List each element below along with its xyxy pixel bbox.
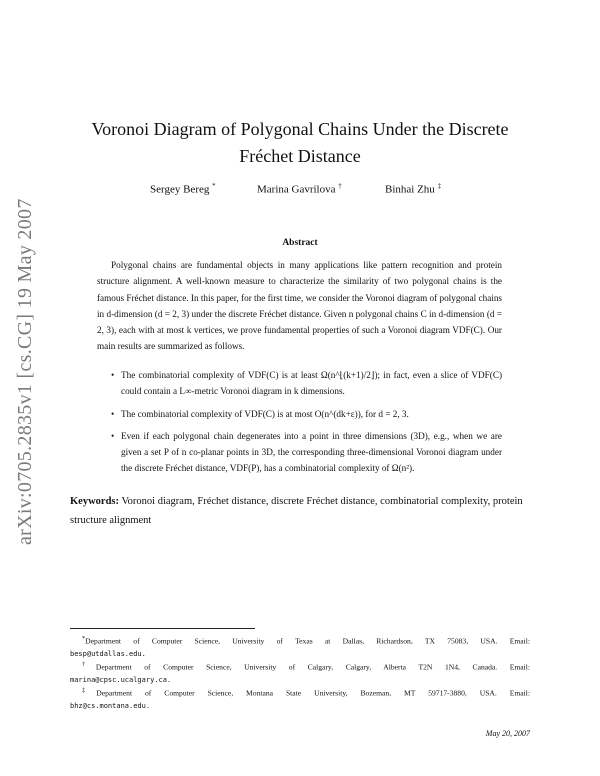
author-name: Binhai Zhu bbox=[385, 183, 435, 196]
author-mark: * bbox=[212, 182, 216, 190]
paper-title: Voronoi Diagram of Polygonal Chains Under the Discrete Fréchet Distance bbox=[91, 119, 509, 166]
abstract-bullet-list bbox=[111, 367, 502, 483]
keywords-text: Voronoi diagram, Fréchet distance, discrete Fréchet distance, combinatorial complexity, protein structure alignment bbox=[70, 496, 523, 526]
author-mark: ‡ bbox=[437, 182, 442, 190]
footnote-email[interactable]: besp@utdallas.edu. bbox=[70, 649, 146, 658]
footnote-text: Department of Computer Science, University of Calgary, Calgary, Alberta T2N 1N4, Canada. Email: bbox=[95, 662, 530, 672]
footnote-email[interactable]: marina@cpsc.ucalgary.ca. bbox=[70, 675, 172, 684]
list-item bbox=[111, 406, 502, 422]
footnote-2 bbox=[70, 658, 530, 687]
bullet-icon: • bbox=[111, 370, 115, 380]
footnote-email[interactable]: bhz@cs.montana.edu. bbox=[70, 701, 151, 710]
keywords: Keywords: Voronoi diagram, Fréchet distance, discrete Fréchet distance, combinatorial complexity, protein structure alignment bbox=[70, 496, 523, 526]
footnote-3 bbox=[70, 684, 530, 713]
footnote-text: Department of Computer Science, Montana State University, Bozeman, MT 59717-3880, USA. Email: bbox=[96, 688, 530, 698]
list-item bbox=[111, 367, 502, 400]
author-name: Marina Gavrilova bbox=[257, 183, 336, 196]
keywords-label: Keywords bbox=[70, 496, 116, 507]
bullet-icon: • bbox=[111, 408, 115, 419]
footnote-mark: * bbox=[82, 635, 86, 642]
author-2 bbox=[257, 182, 342, 196]
footnote-divider bbox=[70, 628, 255, 629]
bullet-text: The combinatorial complexity of VDF(C) is at most O(n^(dk+ε)), for d = 2, 3. bbox=[121, 408, 409, 419]
footnote-text: Department of Computer Science, University of Texas at Dallas, Richardson, TX 75083, USA. Email: bbox=[85, 636, 530, 646]
footnote-mark: ‡ bbox=[82, 687, 97, 694]
author-mark: † bbox=[338, 182, 342, 190]
footnote-mark: † bbox=[82, 661, 96, 668]
bullet-text: Even if each polygonal chain degenerates into a point in three dimensions (3D), e.g., when we are given a set P of n co-planar points in 3D, the corresponding three-dimensional Voronoi diagram under the discrete Fréchet distance, VDF(P), has a combinatorial complexity of Ω(n²). bbox=[121, 430, 502, 474]
author-3 bbox=[385, 182, 441, 196]
bullet-text: The combinatorial complexity of VDF(C) is at least Ω(n^⌊(k+1)/2⌋); in fact, even a slice of VDF(C) could contain a L∞-metric Voronoi diagram in k dimensions. bbox=[121, 370, 502, 397]
author-1 bbox=[150, 182, 216, 196]
paper-date: May 20, 2007 bbox=[485, 729, 530, 738]
list-item bbox=[111, 428, 502, 477]
abstract-heading: Abstract bbox=[282, 238, 318, 248]
bullet-icon: • bbox=[111, 430, 115, 441]
arxiv-side-label: arXiv:0705.2835v1 [cs.CG] 19 May 2007 bbox=[14, 198, 36, 545]
footnote-1 bbox=[70, 632, 530, 661]
author-name: Sergey Bereg bbox=[150, 183, 210, 196]
abstract-intro: Polygonal chains are fundamental objects in many applications like pattern recognition and protein structure alignment. A well-known measure to characterize the similarity of two polygonal chains is the famous Fréchet distance. In this paper, for the first time, we consider the Voronoi diagram of polygonal chains in d-dimension (d = 2, 3) under the discrete Fréchet distance. Given n polygonal chains C in d-dimension (d = 2, 3), each with at most k vertices, we prove fundamental properties of such a Voronoi diagram VDF(C). Our main results are summarized as follows. bbox=[97, 260, 502, 352]
